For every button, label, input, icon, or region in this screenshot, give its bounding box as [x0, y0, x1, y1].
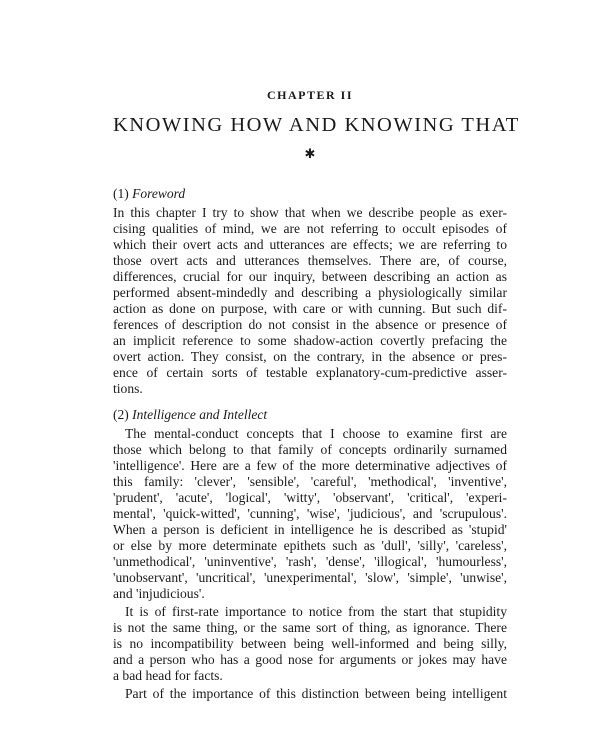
section-heading-intelligence [113, 407, 267, 423]
paragraph-line: 'unobservant', 'uncritical', 'unexperimental', 'slow', 'simple', 'unwise', [113, 570, 507, 585]
paragraph-line: is not the same thing, or the same sort of thing, as ignorance. There [113, 620, 507, 635]
paragraph-line: mental', 'quick-witted', 'cunning', 'wise', 'judicious', and 'scrupulous'. [113, 506, 507, 521]
paragraph-line: a bad head for facts. [113, 668, 223, 683]
section-title: Intelligence and Intellect [132, 407, 268, 422]
asterisk-ornament-icon: ✱ [304, 146, 316, 161]
paragraph-line: When a person is deficient in intelligence he is described as 'stupid' [113, 522, 507, 537]
paragraph-line: which their overt acts and utterances are effects; we are referring to [113, 237, 507, 252]
paragraph-line: or else by more determinate epithets such as 'dull', 'silly', 'careless', [113, 538, 507, 553]
paragraph-line: overt action. They consist, on the contrary, in the absence or pres- [113, 349, 507, 364]
paragraph-line: ferences of description do not consist in the absence or presence of [113, 317, 507, 332]
paragraph-line: action as done on purpose, with care or with cunning. But such dif- [113, 301, 507, 316]
section-title: Foreword [132, 186, 186, 201]
paragraph-line: cising qualities of mind, we are not referring to occult episodes of [113, 221, 507, 236]
paragraph-line: 'prudent', 'acute', 'logical', 'witty', 'observant', 'critical', 'experi- [113, 490, 507, 505]
paragraph-line: In this chapter I try to show that when we describe people as exer- [113, 205, 507, 220]
paragraph-line: ence of certain sorts of testable explanatory-cum-predictive asser- [113, 365, 507, 380]
paragraph-line: those which belong to that family of concepts ordinarily surnamed [113, 442, 507, 457]
paragraph-line: performed absent-mindedly and describing a physiologically similar [113, 285, 507, 300]
paragraph-line: It is of first-rate importance to notice from the start that stupidity [125, 604, 507, 619]
paragraph-line: Part of the importance of this distinction between being intelligent [125, 686, 507, 701]
paragraph-line: 'intelligence'. Here are a few of the more determinative adjectives of [113, 458, 507, 473]
paragraph-line: and 'injudicious'. [113, 586, 205, 601]
paragraph-line: 'unmethodical', 'uninventive', 'rash', 'dense', 'illogical', 'humourless', [113, 554, 507, 569]
section-number: (2) [113, 407, 129, 422]
paragraph-line: tions. [113, 381, 143, 396]
chapter-title: KNOWING HOW AND KNOWING THAT [113, 114, 520, 136]
paragraph-line: The mental-conduct concepts that I choose to examine first are [125, 426, 507, 441]
paragraph-line: is no incompatibility between being well-informed and being silly, [113, 636, 507, 651]
paragraph-line: those overt acts and utterances themselves. There are, of course, [113, 253, 507, 268]
paragraph-line: and a person who has a good nose for arguments or jokes may have [113, 652, 507, 667]
chapter-label: CHAPTER II [266, 88, 353, 102]
section-number: (1) [113, 186, 129, 201]
paragraph-line: differences, crucial for our inquiry, between describing an action as [113, 269, 507, 284]
paragraph-line: this family: 'clever', 'sensible', 'careful', 'methodical', 'inventive', [113, 474, 507, 489]
book-page [113, 0, 520, 750]
section-heading-foreword [113, 186, 185, 202]
paragraph-line: an implicit reference to some shadow-action covertly prefacing the [113, 333, 507, 348]
